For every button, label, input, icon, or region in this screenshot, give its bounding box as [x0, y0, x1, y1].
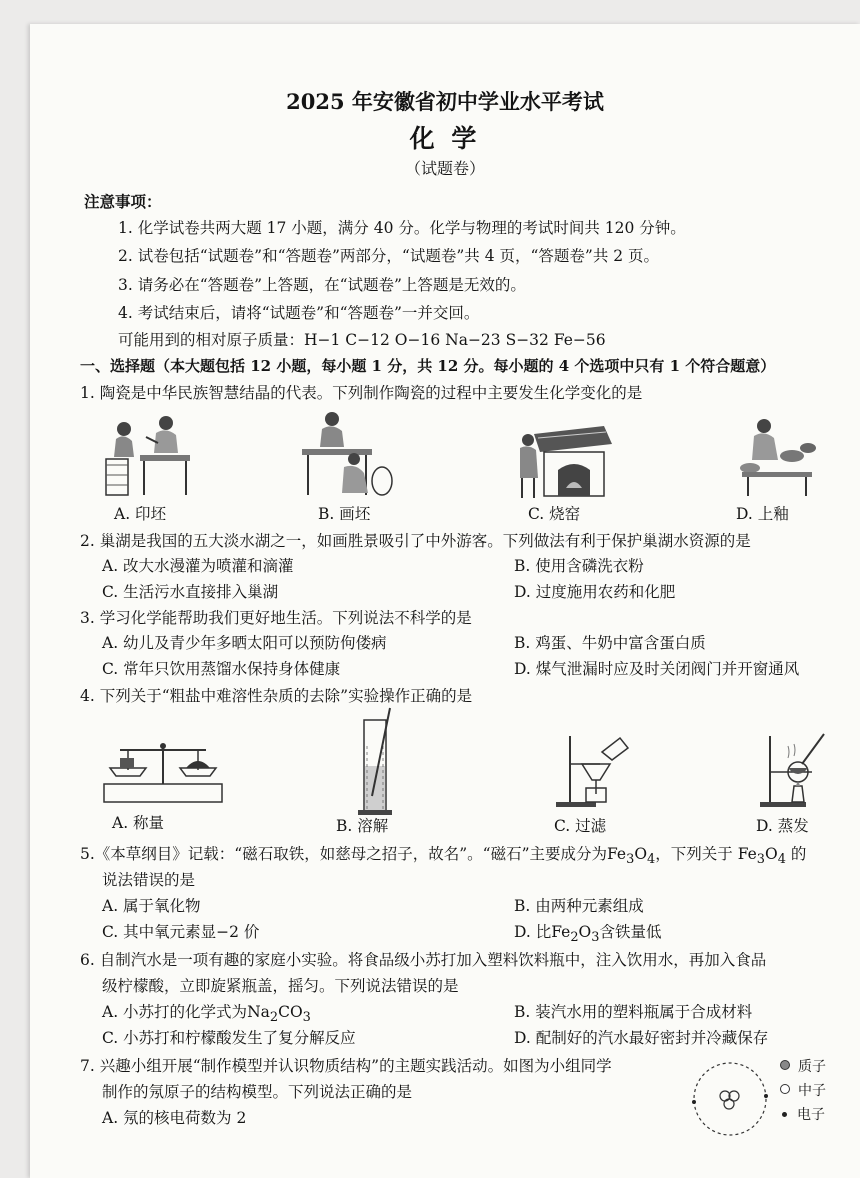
section-heading: 一、选择题（本大题包括 12 小题，每小题 1 分，共 12 分。每小题的 4 个选项中只有 1 个符合题意）: [80, 357, 776, 375]
q5-option-part: Fe: [551, 923, 571, 941]
exam-page: [30, 24, 860, 1178]
q4-option: B. 溶解: [336, 817, 389, 835]
q4-figure-balance: [98, 728, 228, 808]
q1-figure-a-illustration: [102, 409, 194, 499]
neutron-symbol-icon: [780, 1084, 790, 1094]
paper-label: （试题卷）: [404, 159, 485, 178]
note-item: 1. 化学试卷共两大题 17 小题，满分 40 分。化学与物理的考试时间共 120 分钟。: [118, 219, 686, 237]
legend-neutron: [780, 1080, 826, 1100]
q7-stem-line1: 7. 兴趣小组开展“制作模型并认识物质结构”的主题实践活动。如图为小组同学: [80, 1057, 612, 1075]
q1-stem: 1. 陶瓷是中华民族智慧结晶的代表。下列制作陶瓷的过程中主要发生化学变化的是: [80, 384, 643, 402]
q6-option-sub: 2: [269, 1010, 279, 1026]
q3-stem: 3. 学习化学能帮助我们更好地生活。下列说法不科学的是: [80, 609, 472, 627]
q2-option: B. 使用含磷洗衣粉: [514, 557, 644, 575]
q7-option: A. 氖的核电荷数为 2: [102, 1109, 247, 1127]
q6-option: D. 配制好的汽水最好密封并冷藏保存: [514, 1029, 769, 1047]
q1-option: C. 烧窑: [528, 505, 581, 523]
q5-stem-line2: 说法错误的是: [102, 871, 196, 889]
note-item: 4. 考试结束后，请将“试题卷”和“答题卷”一并交回。: [118, 304, 480, 322]
q1-figure-b-illustration: [298, 409, 394, 501]
q5-stem-part: 5.《本草纲目》记载：“磁石取铁，如慈母之招子，故名”。“磁石”主要成分为: [80, 845, 607, 863]
q2-option: D. 过度施用农药和化肥: [514, 583, 676, 601]
q2-option: A. 改大水漫灌为喷灌和滴灌: [102, 557, 294, 575]
q5-option-part: O: [578, 923, 592, 941]
q6-option-part: Na: [247, 1003, 270, 1021]
q6-option: B. 装汽水用的塑料瓶属于合成材料: [514, 1003, 753, 1021]
q3-option: A. 幼儿及青少年多晒太阳可以预防佝偻病: [102, 634, 387, 652]
legend-electron: [780, 1104, 825, 1124]
q5-option-sub: 3: [591, 930, 600, 946]
q5-formula-sub: 3: [626, 852, 635, 868]
q1-option: B. 画坯: [318, 505, 371, 523]
q5-option: B. 由两种元素组成: [514, 897, 644, 915]
q4-option: C. 过滤: [554, 817, 607, 835]
legend-label: 电子: [797, 1107, 825, 1123]
atomic-mass-line: 可能用到的相对原子质量：H−1 C−12 O−16 Na−23 S−32 Fe−56: [118, 331, 606, 349]
q5-stem: [80, 842, 806, 867]
note-item: 3. 请务必在“答题卷”上答题，在“试题卷”上答题是无效的。: [118, 276, 526, 294]
q5-formula-part: Fe: [737, 845, 757, 863]
q1-figure-d-illustration: [734, 412, 820, 502]
q1-figure-c-illustration: [514, 404, 622, 504]
proton-symbol-icon: [780, 1060, 790, 1070]
q6-stem-line2: 级柠檬酸，立即旋紧瓶盖，摇匀。下列说法错误的是: [102, 977, 459, 995]
q6-option-part: A. 小苏打的化学式为: [102, 1003, 248, 1021]
q5-formula-part: O: [634, 845, 648, 863]
q7-stem-line2: 制作的氖原子的结构模型。下列说法正确的是: [102, 1083, 413, 1101]
legend-label: 中子: [798, 1083, 826, 1099]
q4-figure-filtration: [552, 730, 630, 810]
q3-option: D. 煤气泄漏时应及时关闭阀门并开窗通风: [514, 660, 800, 678]
q5-formula-sub: 4: [647, 852, 656, 868]
q5-option-part: 含铁量低: [599, 923, 662, 941]
legend-label: 质子: [798, 1059, 826, 1075]
q6-option: [102, 1000, 311, 1025]
neon-atom-model: [690, 1052, 770, 1146]
q6-option-sub: 3: [302, 1010, 311, 1026]
q4-stem: 4. 下列关于“粗盐中难溶性杂质的去除”实验操作正确的是: [80, 687, 473, 705]
q2-option: C. 生活污水直接排入巢湖: [102, 583, 279, 601]
q6-stem-line1: 6. 自制汽水是一项有趣的家庭小实验。将食品级小苏打加入塑料饮料瓶中，注入饮用水，再加入食品: [80, 951, 767, 969]
q4-option: D. 蒸发: [756, 817, 809, 835]
q5-stem-part: 的: [790, 845, 807, 863]
q3-option: C. 常年只饮用蒸馏水保持身体健康: [102, 660, 341, 678]
q4-figure-evaporation: [758, 728, 830, 810]
q3-option: B. 鸡蛋、牛奶中富含蛋白质: [514, 634, 706, 652]
electron-symbol-icon: [782, 1112, 787, 1117]
q6-option-part: CO: [278, 1003, 303, 1021]
q2-stem: 2. 巢湖是我国的五大淡水湖之一，如画胜景吸引了中外游客。下列做法有利于保护巢湖水资源的是: [80, 532, 751, 550]
q5-formula: [737, 845, 786, 868]
q5-option-sub: 2: [570, 930, 579, 946]
subject-title: 化 学: [409, 124, 481, 153]
legend-proton: [780, 1056, 826, 1076]
notes-heading: 注意事项：: [84, 192, 162, 211]
q5-formula-part: Fe: [607, 845, 627, 863]
q5-formula: [607, 845, 656, 868]
q5-formula-part: O: [765, 845, 778, 863]
note-item: 2. 试卷包括“试题卷”和“答题卷”两部分，“试题卷”共 4 页，“答题卷”共 2 页。: [118, 247, 660, 265]
exam-title: 2025 年安徽省初中学业水平考试: [286, 89, 604, 114]
q5-option: [514, 920, 662, 945]
q5-stem-part: ，下列关于: [655, 845, 733, 863]
q1-option: D. 上釉: [736, 505, 789, 523]
q5-option: C. 其中氧元素显−2 价: [102, 923, 260, 941]
q6-option: C. 小苏打和柠檬酸发生了复分解反应: [102, 1029, 356, 1047]
q4-option: A. 称量: [112, 814, 165, 832]
q5-option: A. 属于氧化物: [102, 897, 201, 915]
q5-formula-sub: 4: [777, 852, 786, 868]
q1-option: A. 印坯: [114, 505, 167, 523]
q5-formula-sub: 3: [756, 852, 766, 868]
q5-option-part: D. 比: [514, 923, 552, 941]
q4-figure-cylinder: [354, 706, 404, 818]
